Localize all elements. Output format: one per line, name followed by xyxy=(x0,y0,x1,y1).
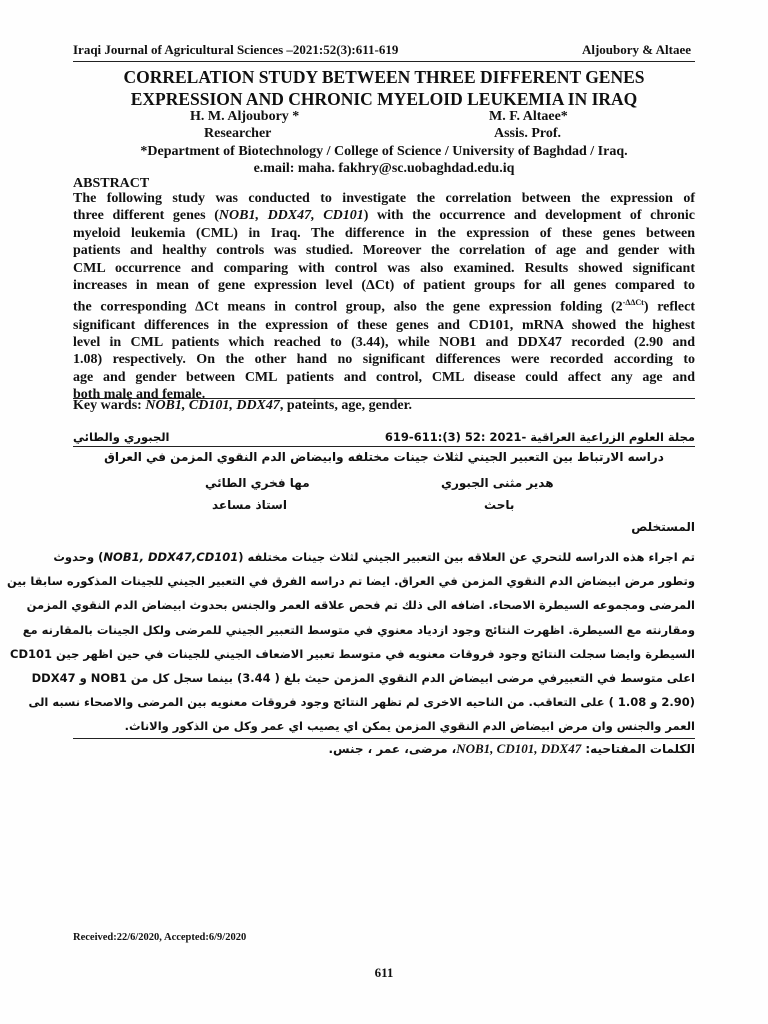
paper-title-line1: CORRELATION STUDY BETWEEN THREE DIFFERENT GENES xyxy=(123,67,645,87)
arabic-abstract-line: (2.90 و 1.08 ) على التعاقب. من الناحيه الاخرى لم تظهر النتائج وجود فروقات معنويه بين المرضى والاصحاء نسبه الى xyxy=(28,695,695,710)
author1-name: H. M. Aljoubory * xyxy=(190,109,300,124)
abstract-line: significant differences in the expression of these genes and CD101, mRNA showed the highest xyxy=(73,317,695,333)
author2-role: Assis. Prof. xyxy=(494,126,562,141)
arabic-authors-short: الجبوري والطائي xyxy=(73,430,170,444)
abstract-line: both male and female. xyxy=(73,387,206,403)
abstract-line: age and gender between CML patients and control, CML disease could affect any age and xyxy=(73,369,695,385)
paper-title-line2: EXPRESSION AND CHRONIC MYELOID LEUKEMIA IN IRAQ xyxy=(130,89,638,109)
arabic-author2-name: مها فخري الطائي xyxy=(205,476,310,490)
arabic-abstract-line: تم اجراء هذه الدراسه للتحري عن العلاقه بين التعبير الجيني لثلاث جينات مختلفه (NOB1, DDX47,CD101) وحدوث xyxy=(53,550,695,564)
abstract-line: 1.08) respectively. On the other hand no significant differences were recorded according to xyxy=(73,352,695,368)
keywords: Key wards: NOB1, CD101, DDX47, pateints, age, gender. xyxy=(73,398,412,413)
arabic-abstract-line: العمر والجنس وان مرض ابيضاض الدم النقوي المزمن يمكن اي يصيب اي عمر وكل من الذكور والاناث. xyxy=(124,719,695,734)
running-header-journal: Iraqi Journal of Agricultural Sciences –2021:52(3):611-619 xyxy=(73,42,399,57)
arabic-abstract-line: المرضى ومجموعه السيطرة الاصحاء. اضافه الى ذلك تم فحص علاقه العمر والجنس بحدوث ابيضاض الدم النقوي المزمن xyxy=(26,598,695,613)
abstract-line: The following study was conducted to investigate the correlation between the expression of xyxy=(73,191,695,206)
arabic-abstract-line: السيطرة وايضا سجلت النتائج وجود فروقات معنويه في متوسط تعبير الاضعاف الجيني للجينات في حين اظهر جين CD101 xyxy=(10,646,695,661)
abstract-line: level in CML patients which reached to (3.44), while NOB1 and DDX47 recorded (2.90 and xyxy=(73,334,695,350)
arabic-author1-role: باحث xyxy=(484,498,515,512)
arabic-abstract-line: اعلى متوسط في التعبيرفي مرضى ابيضاض الدم النقوي المزمن حيث بلغ ( 3.44) بينما سجل كل من NOB1 و DDX47 xyxy=(31,671,695,686)
arabic-abstract-divider xyxy=(73,738,695,739)
arabic-author2-role: استاذ مساعد xyxy=(212,498,287,512)
arabic-keywords: الكلمات المفتاحيه: NOB1, CD101, DDX47، مرضى، عمر ، جنس. xyxy=(328,741,695,756)
page-number: 611 xyxy=(374,965,394,980)
header-divider xyxy=(73,61,695,62)
abstract-body xyxy=(73,190,695,404)
abstract-line: patients and healthy controls was studied. Moreover the correlation of age and gender with xyxy=(73,243,695,259)
abstract-line: three different genes (NOB1, DDX47, CD101) with the occurrence and development of chronic xyxy=(73,208,695,224)
abstract-line: increases in mean of gene expression level (ΔCt) of patient groups for all genes compared to xyxy=(73,278,695,294)
abstract-line: myeloid leukemia (CML) in Iraq. The difference in the expression of these genes between xyxy=(73,225,695,241)
arabic-journal-ref: مجلة العلوم الزراعية العراقية -2021 :52 (3):611-619 xyxy=(384,430,695,444)
abstract-line: the corresponding ΔCt means in control group, also the gene expression folding $(2^{-\Delta\Delta Ct})$ reflect xyxy=(73,298,696,316)
author1-role: Researcher xyxy=(204,126,272,141)
arabic-abstract-line: وتطور مرض ابيضاض الدم النقوي المزمن في العراق. ايضا تم دراسه الفرق في التعبير الجيني للجينات المذكوره سابقا بين xyxy=(6,574,695,589)
arabic-abstract-line: ومقارنته مع السيطرة. اظهرت النتائج وجود ازدياد معنوي في متوسط التعبير الجيني للمرضى ولكل الجينات بالمقارنه مع xyxy=(22,622,695,637)
abstract-heading: ABSTRACT xyxy=(73,176,150,191)
received-accepted-dates: Received:22/6/2020, Accepted:6/9/2020 xyxy=(73,932,247,943)
author2-name: M. F. Altaee* xyxy=(489,109,568,124)
arabic-header-divider xyxy=(73,446,695,447)
affiliation: *Department of Biotechnology / College of Science / University of Baghdad / Iraq. xyxy=(140,144,628,159)
running-header-authors: Aljoubory & Altaee xyxy=(581,42,691,57)
arabic-abstract-heading: المستخلص xyxy=(631,520,695,534)
arabic-author1-name: هدير مثنى الجبوري xyxy=(441,476,554,490)
email: e.mail: maha. fakhry@sc.uobaghdad.edu.iq xyxy=(253,161,515,176)
arabic-abstract-body xyxy=(6,545,695,739)
arabic-title: دراسه الارتباط بين التعبير الجيني لثلاث جينات مختلفه وابيضاض الدم النقوي المزمن في العراق xyxy=(104,450,664,464)
abstract-line: CML occurrence and comparing with control was also examined. Results showed significant xyxy=(73,260,695,276)
